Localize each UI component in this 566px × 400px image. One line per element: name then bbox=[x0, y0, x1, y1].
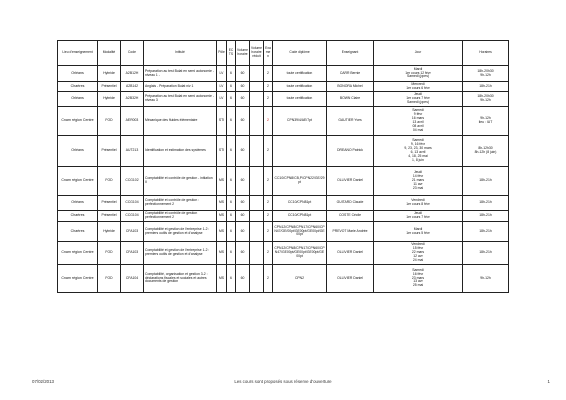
cell-volume: 60 bbox=[236, 242, 250, 265]
cell-pole: MS bbox=[217, 167, 227, 196]
cell-volume: 60 bbox=[236, 222, 250, 242]
cell-jour: Jeudi 1er cours 7 févr Samedi (ppes) bbox=[374, 92, 463, 107]
cell-modalite: Présentiel bbox=[98, 82, 121, 92]
cell-jour: Jeudi 14 févr 21 mars 11 avr 23 mai bbox=[374, 167, 463, 196]
cell-enseignant: OLLIVIER Daniel bbox=[327, 242, 374, 265]
table-header bbox=[58, 41, 509, 66]
cell-ects: 6 bbox=[227, 242, 236, 265]
cell-modalite: FOD bbox=[98, 265, 121, 293]
cell-volume-reduit bbox=[250, 167, 264, 196]
cell-volume: 60 bbox=[236, 92, 250, 107]
cell-jour: Jeudi 1er cours 7 févr bbox=[374, 211, 463, 222]
cell-ects: 6 bbox=[227, 66, 236, 82]
cell-code: CFA103 bbox=[121, 242, 144, 265]
table-row bbox=[58, 167, 509, 196]
cell-pole: MS bbox=[217, 211, 227, 222]
table-row bbox=[58, 242, 509, 265]
cell-diplome: CC10/CPN81pt bbox=[273, 196, 327, 211]
cell-enseignant: OLLIVIER Daniel bbox=[327, 167, 374, 196]
cell-pole: MS bbox=[217, 222, 227, 242]
cell-modalite: Hybride bbox=[98, 222, 121, 242]
cell-lieu: Cnam région Centre bbox=[58, 107, 98, 136]
cell-enseignant: PREVOT Marie Andrée bbox=[327, 222, 374, 242]
cell-volume-reduit bbox=[250, 136, 264, 167]
cell-volume: 60 bbox=[236, 66, 250, 82]
table-row bbox=[58, 82, 509, 92]
cell-diplome: toute certification bbox=[273, 82, 327, 92]
cell-volume: 60 bbox=[236, 211, 250, 222]
cell-horaires: 18h-21h bbox=[463, 242, 509, 265]
cell-intitule: Comptabilité et contrôle de gestion - initiation II bbox=[144, 167, 217, 196]
cell-volume: 60 bbox=[236, 196, 250, 211]
course-schedule-table bbox=[57, 40, 509, 293]
table-row bbox=[58, 66, 509, 82]
cell-examen: 2 bbox=[264, 211, 273, 222]
table-row bbox=[58, 211, 509, 222]
cell-examen: 2 bbox=[264, 92, 273, 107]
table-row bbox=[58, 222, 509, 242]
cell-ects: 6 bbox=[227, 92, 236, 107]
cell-volume-reduit bbox=[250, 82, 264, 92]
table-body bbox=[58, 66, 509, 293]
cell-code: CFA103 bbox=[121, 222, 144, 242]
cell-examen: 2 bbox=[264, 265, 273, 293]
column-header: Enseignant bbox=[327, 41, 374, 66]
cell-code: A2B12H bbox=[121, 66, 144, 82]
cell-intitule: Comptabilité et contrôle de gestion perfectionnement 2 bbox=[144, 211, 217, 222]
cell-horaires: 18h-20h30 9h-12h bbox=[463, 92, 509, 107]
column-header: Jour bbox=[374, 41, 463, 66]
cell-diplome: CPN2 bbox=[273, 265, 327, 293]
cell-modalite: Présentiel bbox=[98, 136, 121, 167]
cell-ects: 6 bbox=[227, 82, 236, 92]
cell-enseignant: BOWN Claire bbox=[327, 92, 374, 107]
cell-modalite: Présentiel bbox=[98, 211, 121, 222]
cell-intitule: Comptabilité, organisation et gestion 3-2 : déclarations fiscales et sociales et autres documents de gestion bbox=[144, 265, 217, 293]
cell-diplome bbox=[273, 136, 327, 167]
cell-modalite: Présentiel bbox=[98, 196, 121, 211]
cell-examen: 2 bbox=[264, 167, 273, 196]
cell-lieu: Orléans bbox=[58, 92, 98, 107]
cell-examen: 2 bbox=[264, 136, 273, 167]
cell-volume-reduit bbox=[250, 107, 264, 136]
cell-pole: MS bbox=[217, 242, 227, 265]
cell-ects: 6 bbox=[227, 167, 236, 196]
cell-code: A2B142 bbox=[121, 82, 144, 92]
cell-modalite: Hybride bbox=[98, 66, 121, 82]
table-row bbox=[58, 136, 509, 167]
column-header: Examen bbox=[264, 41, 273, 66]
cell-examen: 2 bbox=[264, 222, 273, 242]
cell-ects: 6 bbox=[227, 265, 236, 293]
cell-intitule: Mécanique des fluides élémentaire bbox=[144, 107, 217, 136]
cell-lieu: Chartres bbox=[58, 82, 98, 92]
cell-volume-reduit bbox=[250, 66, 264, 82]
cell-diplome: CPN12/CPN8/CPN17/CPN60/CPN47/GE/00pt/GE00pt/GE00pt/GE00pt bbox=[273, 222, 327, 242]
cell-lieu: Cnam région Centre bbox=[58, 242, 98, 265]
cell-jour: Samedi 16 févr 23 mars 13 avr 25 mai bbox=[374, 265, 463, 293]
cell-horaires: 18h-21h bbox=[463, 196, 509, 211]
cell-ects: 6 bbox=[227, 222, 236, 242]
cell-diplome: CC10/CPN8/CB,P/CPN22/GE/29pt bbox=[273, 167, 327, 196]
cell-horaires: 8h-12h30 8h-12h (8 juin) bbox=[463, 136, 509, 167]
cell-volume: 60 bbox=[236, 107, 250, 136]
cell-jour: Vendredi 1er cours 8 févr bbox=[374, 196, 463, 211]
cell-jour: Samedi 9, 16 févr 9, 23, 23, 30 mars 6, 13 avril 4, 18, 25 mai 1, 8 juin bbox=[374, 136, 463, 167]
column-header: Pôle bbox=[217, 41, 227, 66]
cell-intitule: Comptabilité et gestion de l'entreprise 1-2 : premiers outils de gestion et d'analyse bbox=[144, 222, 217, 242]
cell-diplome: CPN39/4/AE/7pt bbox=[273, 107, 327, 136]
cell-pole: STI bbox=[217, 107, 227, 136]
cell-lieu: Cnam région Centre bbox=[58, 265, 98, 293]
column-header: ECTS bbox=[227, 41, 236, 66]
cell-pole: LV bbox=[217, 66, 227, 82]
cell-lieu: Cnam région Centre bbox=[58, 167, 98, 196]
cell-modalite: FOD bbox=[98, 167, 121, 196]
cell-diplome: toute certification bbox=[273, 92, 327, 107]
cell-diplome: CPN12/CPN8/CPN17/CPN60/CPN47/GE00pt/GE00pt/GE00pt/GE00pt bbox=[273, 242, 327, 265]
cell-volume: 60 bbox=[236, 167, 250, 196]
cell-volume-reduit bbox=[250, 242, 264, 265]
cell-intitule: Préparation au test Bulat en semi autonomie - niveau 3 bbox=[144, 92, 217, 107]
cell-jour: Vendredi 15 févr 22 mars 12 avr 24 mai bbox=[374, 242, 463, 265]
cell-jour: Samedi 9 févr 16 mars 13 avril 08 avril 04 mai bbox=[374, 107, 463, 136]
cell-pole: STI bbox=[217, 136, 227, 167]
cell-intitule: Anglais - Préparation Bulat niv 1 bbox=[144, 82, 217, 92]
cell-volume: 60 bbox=[236, 82, 250, 92]
cell-examen: 2 bbox=[264, 107, 273, 136]
cell-ects: 6 bbox=[227, 107, 236, 136]
cell-lieu: Orléans bbox=[58, 66, 98, 82]
column-header: Volume horaire réduit bbox=[250, 41, 264, 66]
cell-ects: 6 bbox=[227, 136, 236, 167]
cell-examen: 2 bbox=[264, 82, 273, 92]
column-header: Volume horaire bbox=[236, 41, 250, 66]
cell-volume-reduit bbox=[250, 222, 264, 242]
table-row bbox=[58, 265, 509, 293]
cell-pole: LV bbox=[217, 82, 227, 92]
cell-intitule: Identification et estimation des systèmes bbox=[144, 136, 217, 167]
column-header: Code bbox=[121, 41, 144, 66]
cell-volume: 60 bbox=[236, 265, 250, 293]
table-row bbox=[58, 92, 509, 107]
cell-examen: 2 bbox=[264, 196, 273, 211]
cell-diplome: toute certification bbox=[273, 66, 327, 82]
cell-enseignant: DREANO Patrick bbox=[327, 136, 374, 167]
cell-code: CFA104 bbox=[121, 265, 144, 293]
cell-volume-reduit bbox=[250, 265, 264, 293]
cell-code: CCG104 bbox=[121, 196, 144, 211]
cell-enseignant: COSTE Cécile bbox=[327, 211, 374, 222]
column-header: Code diplôme bbox=[273, 41, 327, 66]
table-row bbox=[58, 196, 509, 211]
cell-horaires: 9h-12h bbox=[463, 265, 509, 293]
column-header: Lieu d'enseignement bbox=[58, 41, 98, 66]
footer-note: Les cours sont proposés sous réserve d'ouverture bbox=[234, 379, 332, 384]
cell-code: AER003 bbox=[121, 107, 144, 136]
cell-enseignant: GUITARD Claude bbox=[327, 196, 374, 211]
cell-pole: MS bbox=[217, 196, 227, 211]
cell-diplome: CC10/CPN81pt bbox=[273, 211, 327, 222]
cell-enseignant: OLLIVIER Daniel bbox=[327, 265, 374, 293]
cell-code: AUT213 bbox=[121, 136, 144, 167]
cell-examen: 2 bbox=[264, 66, 273, 82]
cell-enseignant: CARR Bernie bbox=[327, 66, 374, 82]
cell-horaires: 18h-21h bbox=[463, 211, 509, 222]
cell-horaires: 18h-21h bbox=[463, 167, 509, 196]
cell-intitule: Comptabilité et contrôle de gestion : perfectionnement 2 bbox=[144, 196, 217, 211]
cell-lieu: Orléans bbox=[58, 136, 98, 167]
cell-pole: MS bbox=[217, 265, 227, 293]
cell-horaires: 18h-20h30 9h-12h bbox=[463, 66, 509, 82]
cell-lieu: Chartres bbox=[58, 211, 98, 222]
column-header: Horaires bbox=[463, 41, 509, 66]
cell-jour: Mardi 1er cours 12 févr Samedi (ppes) bbox=[374, 66, 463, 82]
cell-intitule: Comptabilité et gestion de l'entreprise 1-2 : premiers outils de gestion et d'analyse bbox=[144, 242, 217, 265]
page-number: 1 bbox=[547, 379, 550, 384]
cell-volume-reduit bbox=[250, 211, 264, 222]
cell-volume-reduit bbox=[250, 196, 264, 211]
cell-modalite: Hybride bbox=[98, 92, 121, 107]
cell-enseignant: BONORA Michel bbox=[327, 82, 374, 92]
cell-modalite: FOD bbox=[98, 107, 121, 136]
cell-ects: 6 bbox=[227, 196, 236, 211]
table-row bbox=[58, 107, 509, 136]
cell-jour: Mardi 1er cours 5 févr bbox=[374, 222, 463, 242]
cell-pole: LV bbox=[217, 92, 227, 107]
cell-intitule: Préparation au test Bulat en semi autonomie - niveau 1 - bbox=[144, 66, 217, 82]
cell-code: CCG102 bbox=[121, 167, 144, 196]
cell-ects: 6 bbox=[227, 211, 236, 222]
cell-examen: 2 bbox=[264, 242, 273, 265]
cell-modalite: FOD bbox=[98, 242, 121, 265]
cell-enseignant: GAUTIER Yves bbox=[327, 107, 374, 136]
cell-lieu: Orléans bbox=[58, 196, 98, 211]
cell-jour: Mercredi 1er cours 6 févr bbox=[374, 82, 463, 92]
header-row bbox=[58, 41, 509, 66]
cell-code: A2B32H bbox=[121, 92, 144, 107]
column-header: Modalité bbox=[98, 41, 121, 66]
cell-code: CCG104 bbox=[121, 211, 144, 222]
footer-date: 07/02/2013 bbox=[32, 379, 54, 384]
cell-horaires: 18h-21h bbox=[463, 82, 509, 92]
cell-horaires: 18h-21h bbox=[463, 222, 509, 242]
cell-volume: 60 bbox=[236, 136, 250, 167]
cell-horaires: 9h-12h lieu : IUT bbox=[463, 107, 509, 136]
column-header: Intitulé bbox=[144, 41, 217, 66]
cell-lieu: Chartres bbox=[58, 222, 98, 242]
cell-volume-reduit bbox=[250, 92, 264, 107]
